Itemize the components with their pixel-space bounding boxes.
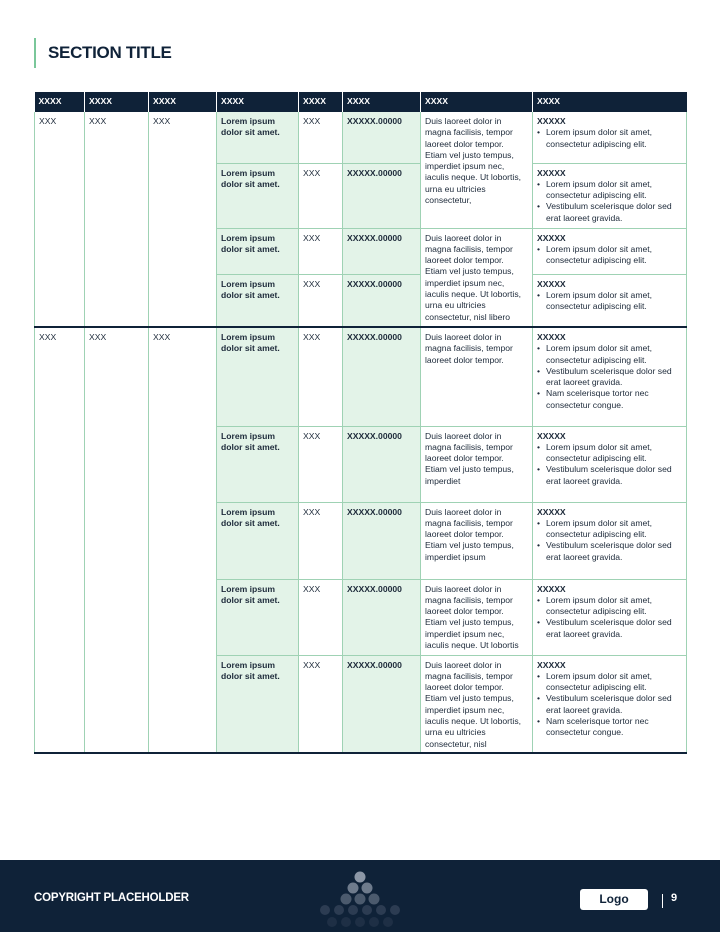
list-item: • Vestibulum scelerisque dolor sed erat laoreet gravida. xyxy=(537,201,682,224)
item-name-cell: Lorem ipsum dolor sit amet. xyxy=(217,112,299,163)
item-code-cell: XXX xyxy=(299,502,343,579)
item-code-cell: XXX xyxy=(299,655,343,753)
list-item: • Lorem ipsum dolor sit amet, consectetur adipiscing elit. xyxy=(537,671,682,694)
item-value-cell: XXXXX.00000 xyxy=(343,579,421,655)
item-value-cell: XXXXX.00000 xyxy=(343,112,421,163)
list-item: • Lorem ipsum dolor sit amet, consectetur adipiscing elit. xyxy=(537,518,682,541)
details-cell xyxy=(533,502,687,579)
list-item: • Lorem ipsum dolor sit amet, consectetur adipiscing elit. xyxy=(537,244,682,267)
section-title: SECTION TITLE xyxy=(48,43,172,62)
details-title: XXXXX xyxy=(537,332,566,342)
column-header[interactable]: XXXX xyxy=(299,92,343,112)
column-header[interactable]: XXXX xyxy=(217,92,299,112)
item-value-cell: XXXXX.00000 xyxy=(343,502,421,579)
item-code-cell: XXX xyxy=(299,112,343,163)
details-title: XXXXX xyxy=(537,232,566,243)
details-list xyxy=(537,343,682,411)
list-item: • Nam scelerisque tortor nec consectetur congue. xyxy=(537,388,682,411)
column-header[interactable]: XXXX xyxy=(85,92,149,112)
item-name-cell: Lorem ipsum dolor sit amet. xyxy=(217,579,299,655)
description-cell: Duis laoreet dolor in magna facilisis, tempor laoreet dolor tempor. Etiam vel justo tempus, imperdiet ipsum xyxy=(421,502,533,579)
table-row xyxy=(35,327,687,426)
group-cell: XXX xyxy=(85,327,149,753)
description-cell: Duis laoreet dolor in magna facilisis, tempor laoreet dolor tempor. xyxy=(421,327,533,426)
details-list xyxy=(537,127,682,150)
dots-pattern-icon xyxy=(312,868,412,932)
item-name-cell: Lorem ipsum dolor sit amet. xyxy=(217,228,299,274)
details-cell xyxy=(533,112,687,163)
description-cell: Duis laoreet dolor in magna facilisis, tempor laoreet dolor tempor. Etiam vel justo tempus, imperdiet ipsum nec, iaculis neque. Ut lobortis, urna eu ultricies consectetur, nisl xyxy=(421,655,533,753)
details-title: XXXXX xyxy=(537,116,566,126)
item-value-cell: XXXXX.00000 xyxy=(343,228,421,274)
item-name-cell: Lorem ipsum dolor sit amet. xyxy=(217,502,299,579)
list-item: • Lorem ipsum dolor sit amet, consectetur adipiscing elit. xyxy=(537,127,682,150)
list-item: • Nam scelerisque tortor nec consectetur congue. xyxy=(537,716,682,739)
item-name-cell: Lorem ipsum dolor sit amet. xyxy=(217,655,299,753)
group-cell: XXX xyxy=(35,112,85,327)
details-cell xyxy=(533,426,687,502)
column-header[interactable]: XXXX xyxy=(533,92,687,112)
item-code-cell: XXX xyxy=(299,327,343,426)
item-value-cell: XXXXX.00000 xyxy=(343,655,421,753)
item-name-cell: Lorem ipsum dolor sit amet. xyxy=(217,163,299,228)
details-cell xyxy=(533,163,687,228)
list-item: • Lorem ipsum dolor sit amet, consectetur adipiscing elit. xyxy=(537,343,682,366)
item-value-cell: XXXXX.00000 xyxy=(343,163,421,228)
column-header[interactable]: XXXX xyxy=(343,92,421,112)
section-title-bar xyxy=(34,38,172,68)
details-cell xyxy=(533,274,687,327)
group-cell: XXX xyxy=(35,327,85,753)
list-item: • Lorem ipsum dolor sit amet, consectetur adipiscing elit. xyxy=(537,290,682,313)
details-title: XXXXX xyxy=(537,430,566,441)
table-header-row xyxy=(35,92,687,112)
details-title: XXXXX xyxy=(537,278,566,289)
details-cell xyxy=(533,579,687,655)
details-title: XXXXX xyxy=(537,506,566,517)
details-title: XXXXX xyxy=(537,583,566,594)
column-header[interactable]: XXXX xyxy=(421,92,533,112)
logo: Logo xyxy=(580,889,648,910)
item-name-cell: Lorem ipsum dolor sit amet. xyxy=(217,426,299,502)
details-title: XXXXX xyxy=(537,167,566,178)
group-cell: XXX xyxy=(149,327,217,753)
details-cell xyxy=(533,228,687,274)
list-item: • Vestibulum scelerisque dolor sed erat laoreet gravida. xyxy=(537,693,682,716)
details-title: XXXXX xyxy=(537,659,566,670)
column-header[interactable]: XXXX xyxy=(35,92,85,112)
list-item: • Vestibulum scelerisque dolor sed erat laoreet gravida. xyxy=(537,617,682,640)
column-header[interactable]: XXXX xyxy=(149,92,217,112)
description-cell: Duis laoreet dolor in magna facilisis, tempor laoreet dolor tempor. Etiam vel justo tempus, imperdiet ipsum nec, iaculis neque. Ut lobortis, urna eu ultricies consectetur, xyxy=(421,112,533,228)
description-cell: Duis laoreet dolor in magna facilisis, tempor laoreet dolor tempor. Etiam vel justo tempus, imperdiet ipsum nec, iaculis neque. Ut lobortis xyxy=(421,579,533,655)
page-number-divider xyxy=(662,894,663,908)
data-table xyxy=(34,92,687,754)
list-item: • Lorem ipsum dolor sit amet, consectetur adipiscing elit. xyxy=(537,179,682,202)
page-footer xyxy=(0,860,720,932)
list-item: • Lorem ipsum dolor sit amet, consectetur adipiscing elit. xyxy=(537,595,682,618)
details-list xyxy=(537,671,682,739)
list-item: • Vestibulum scelerisque dolor sed erat laoreet gravida. xyxy=(537,464,682,487)
details-cell xyxy=(533,327,687,426)
copyright-text: COPYRIGHT PLACEHOLDER xyxy=(34,892,189,904)
details-cell xyxy=(533,655,687,753)
item-value-cell: XXXXX.00000 xyxy=(343,426,421,502)
item-code-cell: XXX xyxy=(299,163,343,228)
item-code-cell: XXX xyxy=(299,426,343,502)
item-value-cell: XXXXX.00000 xyxy=(343,327,421,426)
group-cell: XXX xyxy=(149,112,217,327)
details-list xyxy=(537,518,682,563)
item-code-cell: XXX xyxy=(299,274,343,327)
item-name-cell: Lorem ipsum dolor sit amet. xyxy=(217,274,299,327)
item-code-cell: XXX xyxy=(299,228,343,274)
details-list xyxy=(537,179,682,224)
list-item: • Vestibulum scelerisque dolor sed erat laoreet gravida. xyxy=(537,366,682,389)
details-list xyxy=(537,595,682,640)
description-cell: Duis laoreet dolor in magna facilisis, tempor laoreet dolor tempor. Etiam vel justo tempus, imperdiet ipsum nec, iaculis neque. Ut lobortis, urna eu ultricies consectetur, nisl libero xyxy=(421,228,533,327)
list-item: • Lorem ipsum dolor sit amet, consectetur adipiscing elit. xyxy=(537,442,682,465)
group-cell: XXX xyxy=(85,112,149,327)
item-name-cell: Lorem ipsum dolor sit amet. xyxy=(217,327,299,426)
details-list xyxy=(537,442,682,487)
item-code-cell: XXX xyxy=(299,579,343,655)
table-row xyxy=(35,112,687,163)
details-list xyxy=(537,244,682,267)
description-cell: Duis laoreet dolor in magna facilisis, tempor laoreet dolor tempor. Etiam vel justo tempus, imperdiet xyxy=(421,426,533,502)
details-list xyxy=(537,290,682,313)
page-number: 9 xyxy=(671,892,678,904)
list-item: • Vestibulum scelerisque dolor sed erat laoreet gravida. xyxy=(537,540,682,563)
item-value-cell: XXXXX.00000 xyxy=(343,274,421,327)
